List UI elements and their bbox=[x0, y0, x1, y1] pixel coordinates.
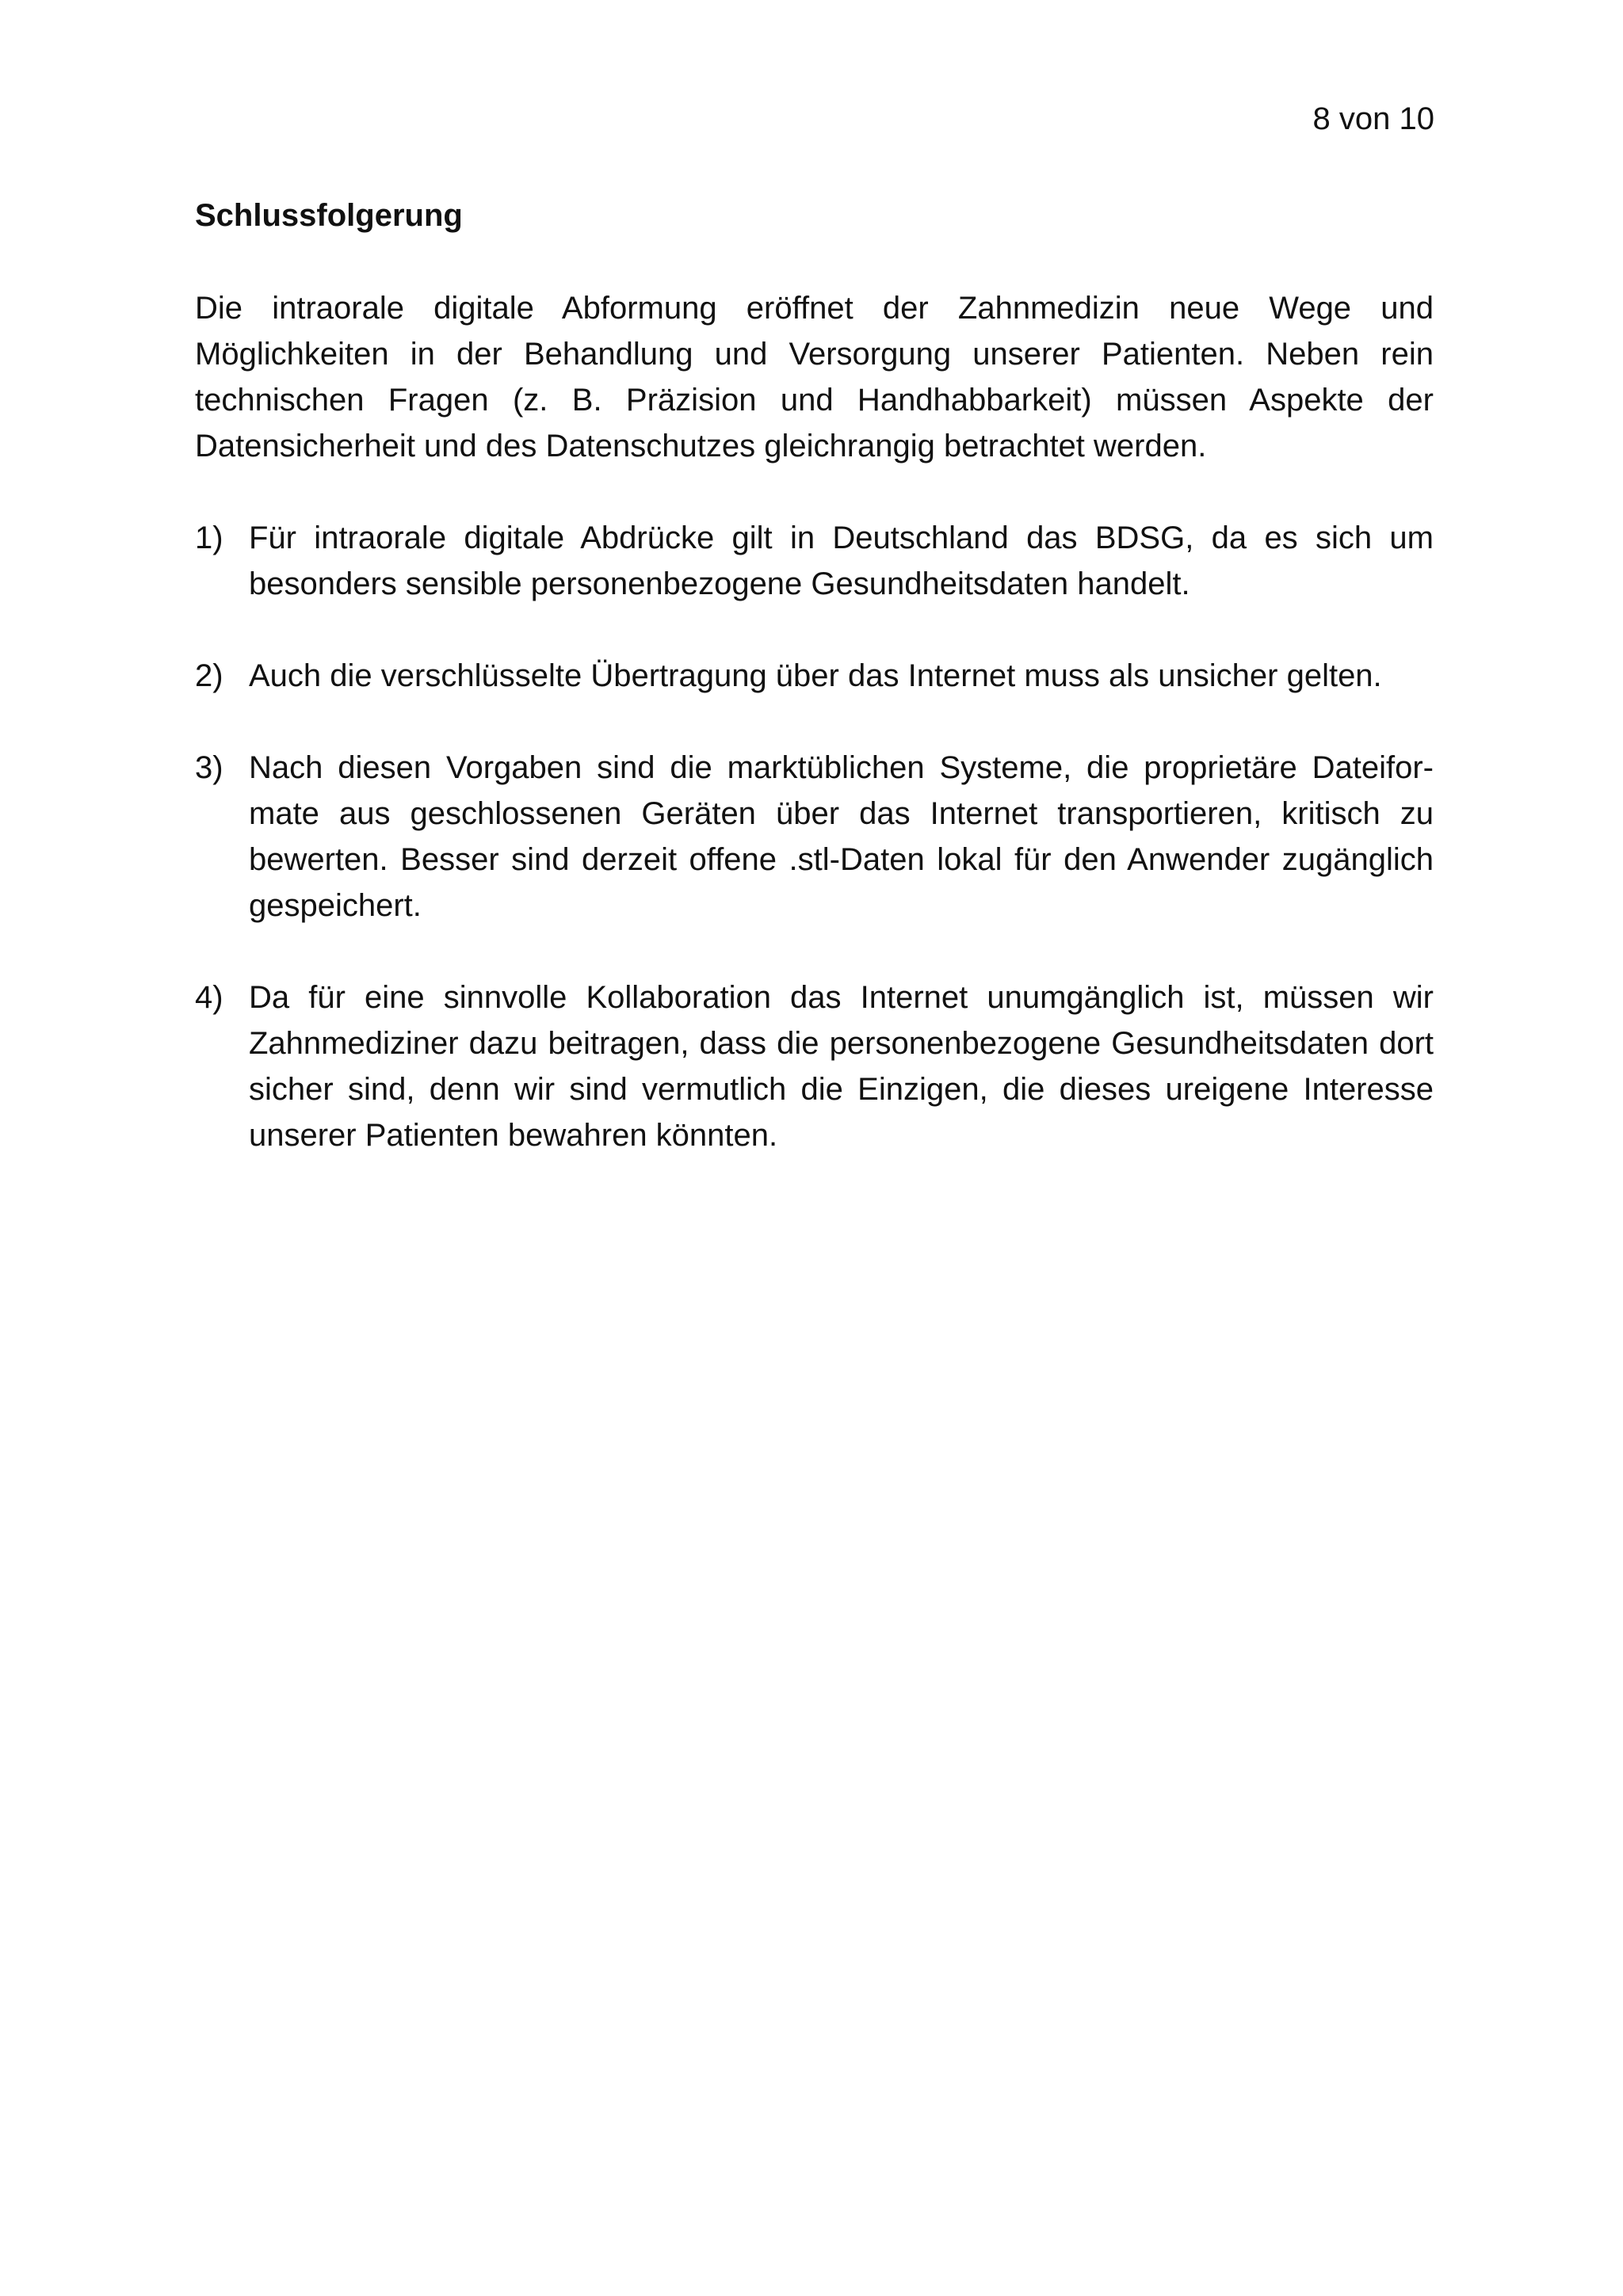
list-item bbox=[195, 745, 1434, 929]
list-item-number: 1) bbox=[195, 521, 223, 555]
list-item-text: Nach diesen Vorgaben sind die marktüblichen Systeme, die proprietäre Dateiformate aus geschlossenen Geräten über das Internet transportieren, kritisch zu bewerten. Besser sind derzeit offene .stl-Daten lokal für den Anwender zugänglich gespeichert. bbox=[249, 750, 1434, 923]
list-item bbox=[195, 515, 1434, 607]
intro-paragraph: Die intraorale digitale Abformung eröffnet der Zahnmedizin neue Wege und Möglichkeiten in der Behandlung und Versorgung unserer Patienten. Neben rein technischen Fragen (z. B. Präzision und Handhabbarkeit) müssen Aspekte der Datensicherheit und des Datenschutzes gleichrangig betrachtet werden. bbox=[195, 291, 1434, 463]
list-item-text: Für intraorale digitale Abdrücke gilt in Deutschland das BDSG, da es sich um besonders sensible personenbezogene Gesundheitsdaten handelt. bbox=[249, 521, 1434, 601]
list-item-number: 2) bbox=[195, 658, 223, 693]
list-item bbox=[195, 974, 1434, 1158]
section-heading: Schlussfolgerung bbox=[195, 198, 463, 233]
list-item bbox=[195, 653, 1434, 699]
conclusion-list bbox=[195, 515, 1434, 1158]
list-item-text: Da für eine sinnvolle Kollaboration das Internet unumgänglich ist, müssen wir Zahnmediziner dazu beitragen, dass die personenbezogene Gesundheitsdaten dort sicher sind, denn wir sind vermutlich die Einzigen, die dieses ureigene Interesse unserer Patienten bewahren könnten. bbox=[249, 980, 1434, 1153]
list-item-text: Auch die verschlüsselte Übertragung über das Internet muss als unsicher gelten. bbox=[249, 658, 1382, 693]
page-number: 8 von 10 bbox=[1312, 101, 1434, 136]
list-item-number: 3) bbox=[195, 750, 223, 785]
list-item-number: 4) bbox=[195, 980, 223, 1015]
conclusion-section bbox=[195, 195, 1434, 1204]
